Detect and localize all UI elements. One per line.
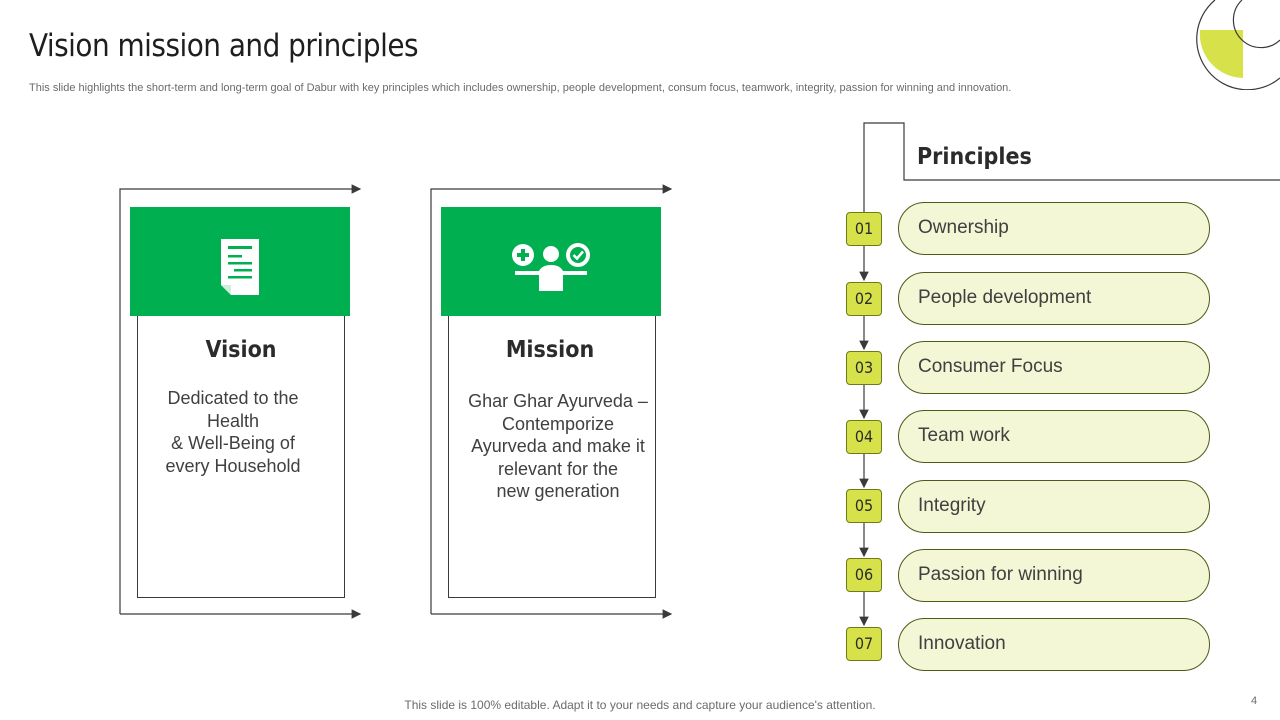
- mission-line: new generation: [496, 481, 620, 501]
- principle-number: 06: [846, 558, 882, 592]
- principle-number: 03: [846, 351, 882, 385]
- document-icon: [219, 237, 263, 297]
- vision-header: [130, 207, 350, 316]
- person-balance-icon: [511, 241, 591, 291]
- principle-item: Passion for winning: [898, 549, 1210, 602]
- principle-number: 05: [846, 489, 882, 523]
- page-title: Vision mission and principles: [29, 28, 419, 64]
- vision-line: Dedicated to the: [167, 388, 299, 408]
- mission-line: Contemporize: [501, 413, 615, 434]
- vision-line: every Household: [165, 455, 301, 476]
- mission-line: Ghar Ghar Ayurveda –: [468, 391, 648, 411]
- principle-number: 07: [846, 627, 882, 661]
- principle-item: Ownership: [898, 202, 1210, 255]
- principle-number: 01: [846, 212, 882, 246]
- page-subtitle: This slide highlights the short-term and long-term goal of Dabur with key principles which includes ownership, people development, consum focus, teamwork, integrity, passion for winning and innovation.: [29, 82, 1012, 94]
- page-number: 4: [1251, 695, 1258, 707]
- principle-item: Integrity: [898, 480, 1210, 533]
- mission-line: relevant for the: [497, 458, 619, 479]
- mission-title: Mission: [505, 337, 595, 363]
- mission-line: Ayurveda and make it: [471, 436, 645, 456]
- footer-note: This slide is 100% editable. Adapt it to your needs and capture your audience's attention.: [404, 698, 876, 712]
- principle-item: Consumer Focus: [898, 341, 1210, 394]
- principles-title: Principles: [917, 144, 1032, 170]
- vision-line: Health: [206, 410, 260, 431]
- principle-item: Innovation: [898, 618, 1210, 671]
- vision-line: & Well-Being of: [171, 433, 295, 453]
- vision-title: Vision: [205, 337, 277, 363]
- principle-number: 04: [846, 420, 882, 454]
- vision-text: [137, 387, 329, 477]
- principle-number: 02: [846, 282, 882, 316]
- mission-header: [441, 207, 661, 316]
- mission-text: [458, 390, 658, 503]
- principle-item: Team work: [898, 410, 1210, 463]
- principle-item: People development: [898, 272, 1210, 325]
